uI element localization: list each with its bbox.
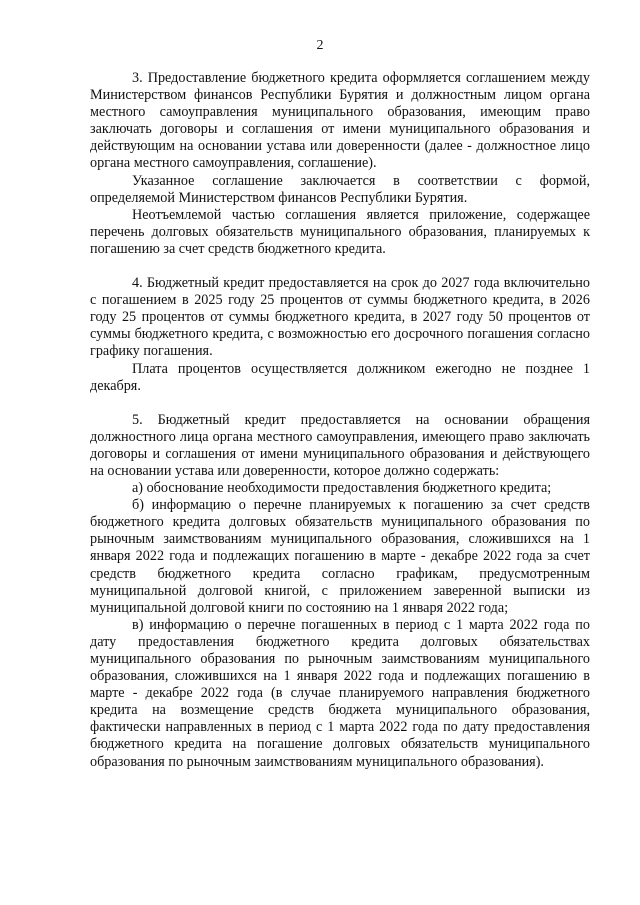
- paragraph-agreement-annex: Неотъемлемой частью соглашения является приложение, содержащее перечень долговых обязательств муниципального образования, планируемых к погашению за счет средств бюджетного кредита.: [90, 206, 590, 257]
- list-item-b: б) информацию о перечне планируемых к погашению за счет средств бюджетного кредита долговых обязательств муниципального образования по рыночным заимствованиям муниципального образования, сложившихся на 1 января 2022 года и подлежащих погашению в марте - декабре 2022 года за счет средств бюджетного кредита согласно графикам, предусмотренным муниципальной долговой книгой, с приложением заверенной выписки из муниципальной долговой книги по состоянию на 1 января 2022 года;: [90, 497, 590, 616]
- document-body: [90, 70, 590, 771]
- paragraph-agreement-form: Указанное соглашение заключается в соответствии с формой, определяемой Министерством финансов Республики Бурятия.: [90, 172, 590, 206]
- paragraph-spacer: [90, 258, 590, 275]
- list-item-c: в) информацию о перечне погашенных в период с 1 марта 2022 года по дату предоставления бюджетного кредита долговых обязательствах муниципального образования по рыночным заимствованиям муниципального образования, сложившихся на 1 января 2022 года и подлежащих погашению в марте - декабре 2022 года (в случае планируемого направления бюджетного кредита на возмещение средств бюджета муниципального образования, фактически направленных в период с 1 марта 2022 года по дату предоставления бюджетного кредита на погашение долговых обязательств муниципального образования по рыночным заимствованиям муниципального образования).: [90, 616, 590, 770]
- paragraph-interest-payment: Плата процентов осуществляется должником ежегодно не позднее 1 декабря.: [90, 360, 590, 394]
- page-number: 2: [316, 38, 324, 53]
- paragraph-3: 3. Предоставление бюджетного кредита оформляется соглашением между Министерством финансов Республики Бурятия и должностным лицом органа местного самоуправления муниципального образования, имеющим право заключать договоры и соглашения от имени муниципального образования и действующим на основании устава или доверенности (далее - должностное лицо органа местного самоуправления, соглашение).: [90, 70, 590, 172]
- paragraph-5: 5. Бюджетный кредит предоставляется на основании обращения должностного лица органа местного самоуправления, имеющего право заключать договоры и соглашения от имени муниципального образования и действующего на основании устава или доверенности, которое должно содержать:: [90, 411, 590, 479]
- list-item-a: а) обоснование необходимости предоставления бюджетного кредита;: [132, 480, 552, 497]
- paragraph-spacer: [90, 395, 590, 412]
- paragraph-4: 4. Бюджетный кредит предоставляется на срок до 2027 года включительно с погашением в 2025 году 25 процентов от суммы бюджетного кредита, в 2026 году 25 процентов от суммы бюджетного кредита, в 2027 году 50 процентов от суммы бюджетного кредита, с возможностью его досрочного погашения согласно графику погашения.: [90, 275, 590, 360]
